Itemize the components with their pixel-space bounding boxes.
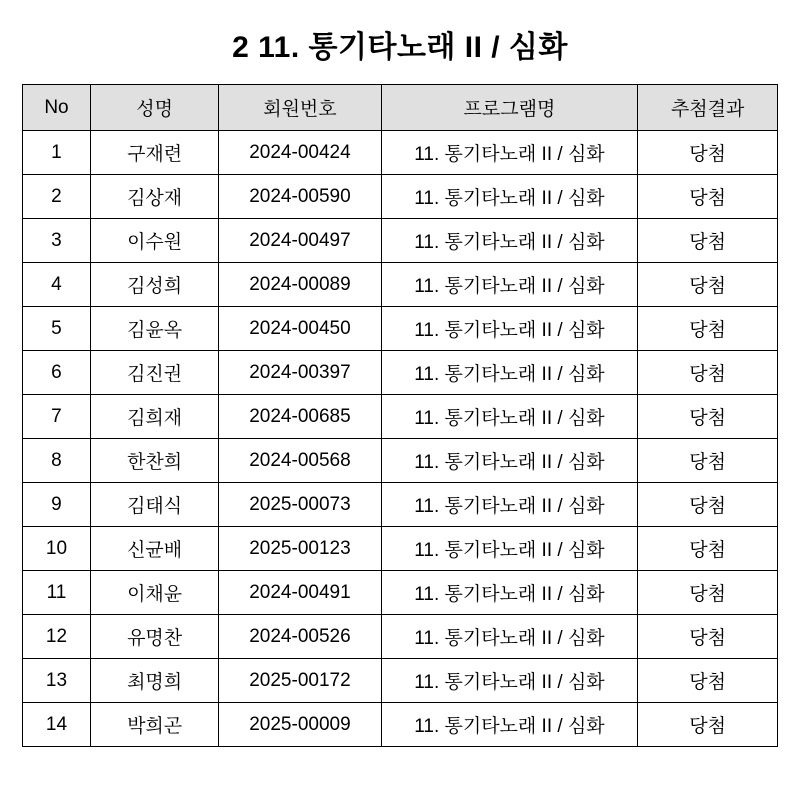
cell-name: 김성희 (90, 263, 218, 307)
column-header-program-name: 프로그램명 (381, 85, 638, 131)
table-header-row (23, 85, 778, 131)
cell-no: 13 (23, 659, 91, 703)
cell-program-name: 11. 통기타노래 II / 심화 (381, 219, 638, 263)
cell-name: 유명찬 (90, 615, 218, 659)
cell-member-number: 2025-00172 (219, 659, 381, 703)
cell-no: 1 (23, 131, 91, 175)
cell-no: 10 (23, 527, 91, 571)
cell-draw-result: 당첨 (638, 571, 778, 615)
cell-member-number: 2024-00089 (219, 263, 381, 307)
column-header-member-number: 회원번호 (219, 85, 381, 131)
cell-no: 11 (23, 571, 91, 615)
cell-name: 김상재 (90, 175, 218, 219)
table-row (23, 659, 778, 703)
cell-draw-result: 당첨 (638, 263, 778, 307)
column-header-name: 성명 (90, 85, 218, 131)
cell-name: 박희곤 (90, 703, 218, 747)
cell-name: 한찬희 (90, 439, 218, 483)
cell-name: 이수원 (90, 219, 218, 263)
cell-program-name: 11. 통기타노래 II / 심화 (381, 571, 638, 615)
cell-program-name: 11. 통기타노래 II / 심화 (381, 175, 638, 219)
cell-member-number: 2024-00685 (219, 395, 381, 439)
cell-program-name: 11. 통기타노래 II / 심화 (381, 659, 638, 703)
cell-draw-result: 당첨 (638, 307, 778, 351)
cell-draw-result: 당첨 (638, 395, 778, 439)
cell-program-name: 11. 통기타노래 II / 심화 (381, 527, 638, 571)
cell-name: 이채윤 (90, 571, 218, 615)
cell-member-number: 2025-00073 (219, 483, 381, 527)
table-row (23, 263, 778, 307)
cell-member-number: 2024-00424 (219, 131, 381, 175)
cell-program-name: 11. 통기타노래 II / 심화 (381, 703, 638, 747)
cell-no: 2 (23, 175, 91, 219)
cell-no: 8 (23, 439, 91, 483)
cell-no: 6 (23, 351, 91, 395)
cell-draw-result: 당첨 (638, 175, 778, 219)
table-row (23, 175, 778, 219)
table-row (23, 351, 778, 395)
table-row (23, 219, 778, 263)
cell-name: 구재련 (90, 131, 218, 175)
table-row (23, 571, 778, 615)
cell-member-number: 2024-00590 (219, 175, 381, 219)
cell-member-number: 2024-00568 (219, 439, 381, 483)
cell-no: 14 (23, 703, 91, 747)
table-row (23, 307, 778, 351)
cell-no: 4 (23, 263, 91, 307)
table-row (23, 703, 778, 747)
table-row (23, 527, 778, 571)
cell-member-number: 2024-00397 (219, 351, 381, 395)
lottery-result-table-container (0, 84, 800, 747)
table-row (23, 439, 778, 483)
cell-draw-result: 당첨 (638, 527, 778, 571)
cell-name: 김진권 (90, 351, 218, 395)
cell-program-name: 11. 통기타노래 II / 심화 (381, 395, 638, 439)
cell-name: 신균배 (90, 527, 218, 571)
cell-draw-result: 당첨 (638, 659, 778, 703)
cell-member-number: 2025-00009 (219, 703, 381, 747)
cell-name: 김희재 (90, 395, 218, 439)
cell-draw-result: 당첨 (638, 703, 778, 747)
page-title: 2 11. 통기타노래 II / 심화 (232, 31, 568, 64)
cell-name: 김태식 (90, 483, 218, 527)
table-row (23, 615, 778, 659)
cell-no: 12 (23, 615, 91, 659)
column-header-no: No (23, 85, 91, 131)
cell-program-name: 11. 통기타노래 II / 심화 (381, 351, 638, 395)
cell-program-name: 11. 통기타노래 II / 심화 (381, 263, 638, 307)
table-body (23, 131, 778, 747)
table-row (23, 131, 778, 175)
cell-program-name: 11. 통기타노래 II / 심화 (381, 483, 638, 527)
cell-no: 5 (23, 307, 91, 351)
cell-draw-result: 당첨 (638, 615, 778, 659)
table-header (23, 85, 778, 131)
cell-name: 김윤옥 (90, 307, 218, 351)
cell-member-number: 2024-00526 (219, 615, 381, 659)
cell-draw-result: 당첨 (638, 439, 778, 483)
column-header-draw-result: 추첨결과 (638, 85, 778, 131)
table-row (23, 483, 778, 527)
cell-program-name: 11. 통기타노래 II / 심화 (381, 439, 638, 483)
cell-draw-result: 당첨 (638, 351, 778, 395)
cell-no: 9 (23, 483, 91, 527)
cell-member-number: 2024-00497 (219, 219, 381, 263)
cell-no: 3 (23, 219, 91, 263)
cell-draw-result: 당첨 (638, 219, 778, 263)
cell-draw-result: 당첨 (638, 483, 778, 527)
cell-program-name: 11. 통기타노래 II / 심화 (381, 307, 638, 351)
cell-name: 최명희 (90, 659, 218, 703)
cell-no: 7 (23, 395, 91, 439)
cell-member-number: 2024-00450 (219, 307, 381, 351)
cell-draw-result: 당첨 (638, 131, 778, 175)
table-row (23, 395, 778, 439)
cell-member-number: 2024-00491 (219, 571, 381, 615)
cell-program-name: 11. 통기타노래 II / 심화 (381, 131, 638, 175)
cell-member-number: 2025-00123 (219, 527, 381, 571)
lottery-result-table (22, 84, 778, 747)
cell-program-name: 11. 통기타노래 II / 심화 (381, 615, 638, 659)
